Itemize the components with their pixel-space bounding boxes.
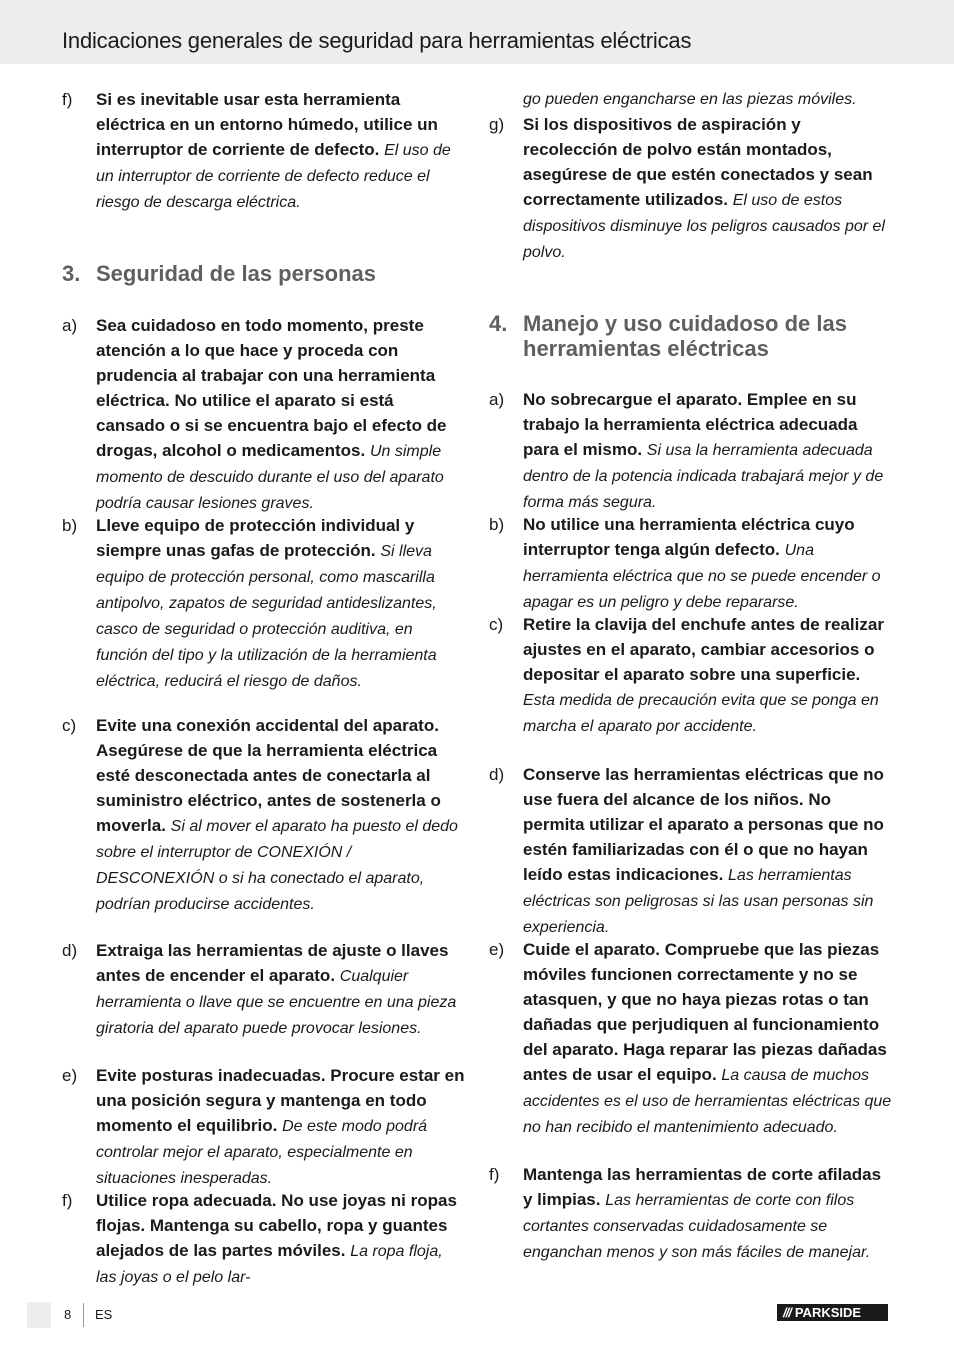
item-explanation: Si lleva equipo de protección personal, como mascarilla antipolvo, zapatos de seguridad antideslizantes, casco de seguridad o protección auditiva, en función del tipo y la utilización de la herramienta eléctrica, reducirá el riesgo de daños.: [96, 543, 437, 690]
page-number: 8: [64, 1307, 72, 1322]
item-explanation: El uso de un interruptor de corriente de defecto reduce el riesgo de descarga eléctrica.: [96, 142, 451, 211]
item-letter: g): [489, 115, 505, 134]
right-column: [489, 87, 893, 1262]
item-explanation: Las herramientas eléctricas son peligrosas si las usan personas sin experiencia.: [523, 867, 874, 936]
item-instruction: Extraiga las herramientas de ajuste o llaves antes de encender el aparato.: [96, 941, 449, 985]
item-letter: b): [489, 515, 505, 534]
item-letter: b): [62, 516, 78, 535]
footer-divider: [83, 1303, 84, 1327]
item-instruction: Sea cuidadoso en todo momento, preste atención a lo que hace y proceda con prudencia al trabajar con una herramienta eléctrica. No utilice el aparato si está cansado o si se encuentra bajo el efecto de drogas, alcohol o medicamentos.: [96, 316, 447, 460]
list-item-f: [62, 1188, 466, 1288]
item-explanation: El uso de estos dispositivos disminuye los peligros causados por el polvo.: [523, 192, 885, 261]
item-explanation: Cualquier herramienta o llave que se encuentre en una pieza giratoria del aparato puede provocar lesiones.: [96, 968, 457, 1037]
list-item-a: [489, 387, 893, 512]
list-item-d: [489, 762, 893, 937]
list-item-b: [489, 512, 893, 612]
item-instruction: Si los dispositivos de aspiración y recolección de polvo están montados, asegúrese de que estén conectados y sean correctamente utilizados.: [523, 115, 873, 209]
item-explanation: Si usa la herramienta adecuada dentro de la potencia indicada trabajará mejor y de forma más segura.: [523, 442, 884, 511]
item-explanation: Una herramienta eléctrica que no se puede encender o apagar es un peligro y debe repararse.: [523, 542, 881, 611]
item-instruction: Lleve equipo de protección individual y siempre unas gafas de protección.: [96, 516, 415, 560]
item-instruction: Evite posturas inadecuadas. Procure estar en una posición segura y mantenga en todo momento el equilibrio.: [96, 1066, 465, 1135]
list-item-a: [62, 313, 466, 513]
section-3-heading: [62, 261, 466, 311]
list-item-g: [489, 112, 893, 262]
item-instruction: Si es inevitable usar esta herramienta eléctrica en un entorno húmedo, utilice un interruptor de corriente de defecto.: [96, 90, 438, 159]
item-instruction: No sobrecargue el aparato. Emplee en su trabajo la herramienta eléctrica adecuada para el mismo.: [523, 390, 858, 459]
item-explanation: De este modo podrá controlar mejor el aparato, especialmente en situaciones inesperadas.: [96, 1118, 428, 1187]
page-title: Indicaciones generales de seguridad para herramientas eléctricas: [62, 28, 692, 53]
item-letter: e): [62, 1066, 78, 1085]
item-explanation: Esta medida de precaución evita que se ponga en marcha el aparato por accidente.: [523, 692, 879, 735]
list-item-d: [62, 938, 466, 1063]
item-instruction: Cuide el aparato. Compruebe que las piezas móviles funcionen correctamente y no se atasquen, y que no haya piezas rotas o tan dañadas que perjudiquen al funcionamiento del aparato. Haga reparar las piezas dañadas antes de usar el equipo.: [523, 940, 887, 1084]
item-letter: f): [489, 1165, 500, 1184]
list-item-e: [489, 937, 893, 1162]
left-column: [62, 87, 466, 1288]
language-code: ES: [95, 1307, 113, 1322]
section-number: 3.: [62, 261, 81, 286]
parkside-logo: [777, 1304, 888, 1321]
item-explanation: Si al mover el aparato ha puesto el dedo sobre el interruptor de CONEXIÓN / DESCONEXIÓN o si ha conectado el aparato, podrían producirse accidentes.: [96, 818, 458, 913]
section-title: Manejo y uso cuidadoso de las herramientas eléctricas: [523, 311, 847, 361]
list-item-b: [62, 513, 466, 713]
item-instruction: Conserve las herramientas eléctricas que no use fuera del alcance de los niños. No permita utilizar el aparato a personas que no estén familiarizadas con él o que no hayan leído estas indicaciones.: [523, 765, 884, 884]
logo-slashes: ///: [783, 1305, 791, 1320]
item-explanation: La ropa floja, las joyas o el pelo lar-: [96, 1243, 443, 1286]
section-title: Seguridad de las personas: [96, 261, 376, 286]
list-item-c: [489, 612, 893, 762]
item-letter: c): [62, 716, 77, 735]
item-letter: d): [62, 941, 78, 960]
list-item-e: [62, 1063, 466, 1188]
item-letter: f): [62, 90, 73, 109]
item-instruction: Mantenga las herramientas de corte afiladas y limpias.: [523, 1165, 882, 1209]
item-explanation: Un simple momento de descuido durante el uso del aparato podría causar lesiones graves.: [96, 443, 444, 512]
item-letter: f): [62, 1191, 73, 1210]
item-instruction: Retire la clavija del enchufe antes de realizar ajustes en el aparato, cambiar accesorios o depositar el aparato sobre una superficie.: [523, 615, 884, 684]
list-item-f-wet: [62, 87, 466, 212]
section-number: 4.: [489, 311, 508, 336]
footer-marker: [27, 1302, 51, 1328]
list-item-f: [489, 1162, 893, 1262]
item-letter: c): [489, 615, 504, 634]
item-letter: a): [489, 390, 505, 409]
list-item-c: [62, 713, 466, 938]
page-header: [0, 0, 954, 64]
item-instruction: Utilice ropa adecuada. No use joyas ni ropas flojas. Mantenga su cabello, ropa y guantes alejados de las partes móviles.: [96, 1191, 457, 1260]
section-4-heading: [489, 311, 893, 387]
logo-text: PARKSIDE: [794, 1305, 862, 1320]
item-explanation: La causa de muchos accidentes es el uso de herramientas eléctricas que no han recibido el mantenimiento adecuado.: [523, 1067, 892, 1136]
item-letter: e): [489, 940, 505, 959]
item-instruction: Evite una conexión accidental del aparato. Asegúrese de que la herramienta eléctrica esté desconectada antes de conectarla al suministro eléctrico, antes de sostenerla o moverla.: [96, 716, 441, 835]
item-instruction: No utilice una herramienta eléctrica cuyo interruptor tenga algún defecto.: [523, 515, 855, 559]
continued-text: go pueden engancharse en las piezas móviles.: [523, 91, 857, 108]
item-letter: a): [62, 316, 78, 335]
item-letter: d): [489, 765, 505, 784]
item-explanation: Las herramientas de corte con filos cortantes conservadas cuidadosamente se enganchan menos y son más fáciles de manejar.: [523, 1192, 871, 1261]
